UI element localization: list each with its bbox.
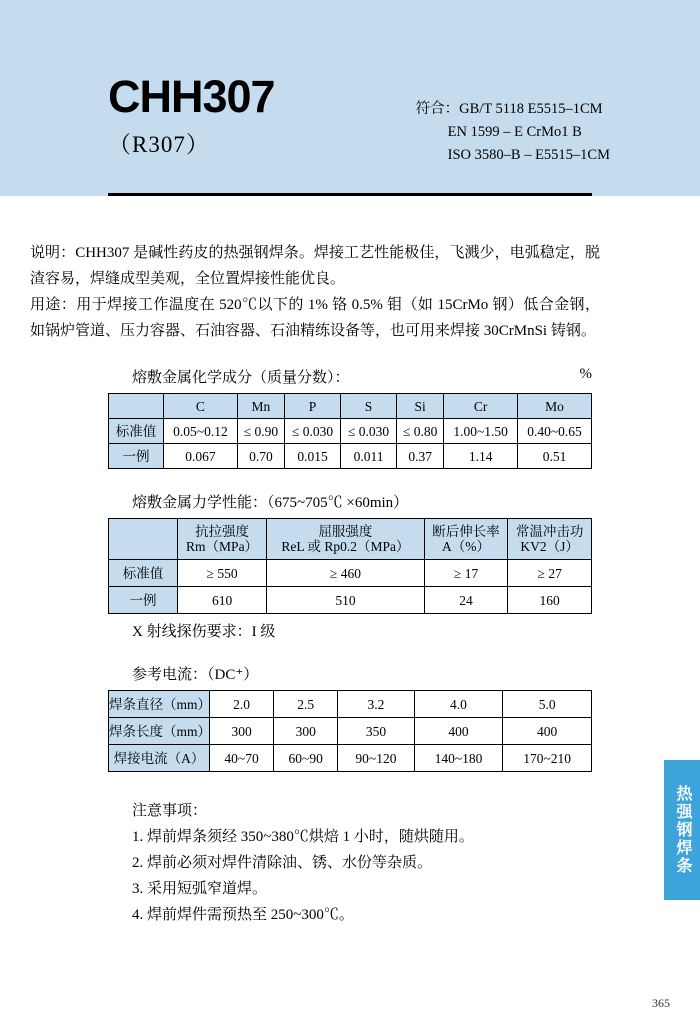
mech-col-1-line1: 抗拉强度 bbox=[195, 524, 250, 539]
chem-col-4: S bbox=[341, 394, 397, 419]
chemistry-table bbox=[108, 393, 592, 469]
usage-label: 用途： bbox=[30, 297, 77, 313]
chem-title-text: 熔敷金属化学成分（质量分数）： bbox=[132, 370, 350, 386]
usage-paragraph bbox=[0, 292, 700, 344]
mech-col-4 bbox=[508, 519, 592, 560]
standards-label: 符合： bbox=[415, 101, 460, 117]
chem-col-6: Cr bbox=[444, 394, 518, 419]
curr-row-2-cell-1: 60~90 bbox=[274, 745, 338, 772]
description-label: 说明： bbox=[30, 245, 76, 261]
current-title-text: 参考电流：（DC⁺） bbox=[132, 667, 259, 683]
table-row bbox=[109, 444, 592, 469]
mech-row-0-cell-3: ≥ 27 bbox=[508, 560, 592, 587]
mech-col-3 bbox=[424, 519, 508, 560]
page-number: 365 bbox=[652, 996, 670, 1010]
curr-row-2-cell-4: 170~210 bbox=[503, 745, 592, 772]
chem-col-7: Mo bbox=[518, 394, 592, 419]
curr-row-1-cell-2: 350 bbox=[338, 718, 414, 745]
chem-row-1-cell-4: 0.37 bbox=[397, 444, 444, 469]
table-header-row bbox=[109, 394, 592, 419]
mechanical-table bbox=[108, 518, 592, 614]
curr-row-1-cell-4: 400 bbox=[503, 718, 592, 745]
standard-value-2: EN 1599 – E CrMo1 B bbox=[447, 124, 582, 140]
mech-col-4-line2: KV2（J） bbox=[520, 539, 579, 554]
page-title: CHH307 bbox=[108, 71, 275, 122]
list-item: 4. 焊前焊件需预热至 250~300℃。 bbox=[132, 907, 354, 923]
notes-block bbox=[0, 798, 700, 928]
notes-title: 注意事项： bbox=[132, 803, 208, 819]
mech-col-2-line1: 屈服强度 bbox=[318, 524, 373, 539]
list-item: 1. 焊前焊条须经 350~380℃烘焙 1 小时，随烘随用。 bbox=[132, 829, 474, 845]
notes-list bbox=[132, 824, 700, 928]
curr-row-1-cell-1: 300 bbox=[274, 718, 338, 745]
mech-row-0-cell-2: ≥ 17 bbox=[424, 560, 508, 587]
mech-row-0-cell-1: ≥ 460 bbox=[267, 560, 425, 587]
mech-row-0-head: 标准值 bbox=[109, 560, 178, 587]
chem-row-1-cell-3: 0.011 bbox=[341, 444, 397, 469]
mech-section-title bbox=[0, 491, 700, 512]
chem-row-1-cell-5: 1.14 bbox=[444, 444, 518, 469]
chem-row-0-cell-2: ≤ 0.030 bbox=[284, 419, 340, 444]
table-row bbox=[109, 691, 592, 718]
chem-row-1-head: 一例 bbox=[109, 444, 164, 469]
mech-col-2 bbox=[267, 519, 425, 560]
curr-row-1-cell-0: 300 bbox=[210, 718, 274, 745]
chem-row-0-cell-3: ≤ 0.030 bbox=[341, 419, 397, 444]
curr-row-0-cell-3: 4.0 bbox=[414, 691, 503, 718]
table-row bbox=[109, 587, 592, 614]
chem-row-0-cell-4: ≤ 0.80 bbox=[397, 419, 444, 444]
section-side-tab: 热强钢焊条 bbox=[664, 760, 700, 900]
chem-section-title bbox=[0, 366, 700, 387]
mech-col-1 bbox=[178, 519, 267, 560]
mech-row-1-cell-0: 610 bbox=[178, 587, 267, 614]
mech-row-1-cell-3: 160 bbox=[508, 587, 592, 614]
mech-col-3-line1: 断后伸长率 bbox=[432, 524, 500, 539]
current-section-title bbox=[0, 663, 700, 684]
table-row bbox=[109, 560, 592, 587]
mech-col-4-line1: 常温冲击功 bbox=[515, 524, 584, 539]
chem-row-0-cell-5: 1.00~1.50 bbox=[444, 419, 518, 444]
curr-row-1-head: 焊条长度（mm） bbox=[109, 718, 210, 745]
chem-unit: % bbox=[579, 366, 592, 382]
standard-line-3 bbox=[416, 144, 610, 167]
curr-row-2-cell-0: 40~70 bbox=[210, 745, 274, 772]
table-row bbox=[109, 745, 592, 772]
chem-row-0-cell-1: ≤ 0.90 bbox=[237, 419, 284, 444]
mech-col-1-line2: Rm（MPa） bbox=[186, 539, 259, 554]
chem-col-1: C bbox=[164, 394, 238, 419]
mech-row-1-cell-1: 510 bbox=[267, 587, 425, 614]
mech-row-1-head: 一例 bbox=[109, 587, 178, 614]
chem-row-1-cell-0: 0.067 bbox=[164, 444, 238, 469]
chem-col-2: Mn bbox=[237, 394, 284, 419]
standard-line-1 bbox=[416, 98, 610, 121]
curr-row-1-cell-3: 400 bbox=[414, 718, 503, 745]
curr-row-0-cell-2: 3.2 bbox=[338, 691, 414, 718]
table-header-row bbox=[109, 519, 592, 560]
mech-row-1-cell-2: 24 bbox=[424, 587, 508, 614]
chem-row-1-cell-6: 0.51 bbox=[518, 444, 592, 469]
document-content bbox=[0, 196, 700, 928]
standard-value-1: GB/T 5118 E5515–1CM bbox=[459, 101, 603, 117]
curr-row-0-cell-4: 5.0 bbox=[503, 691, 592, 718]
mech-row-0-cell-0: ≥ 550 bbox=[178, 560, 267, 587]
standard-line-2 bbox=[416, 121, 610, 144]
current-table bbox=[108, 690, 592, 772]
xray-requirement: X 射线探伤要求：I 级 bbox=[132, 624, 276, 640]
chem-col-5: Si bbox=[397, 394, 444, 419]
curr-row-2-head: 焊接电流（A） bbox=[109, 745, 210, 772]
table-row bbox=[109, 419, 592, 444]
standard-value-3: ISO 3580–B – E5515–1CM bbox=[447, 147, 610, 163]
chem-col-3: P bbox=[284, 394, 340, 419]
mech-col-2-line2: ReL 或 Rp0.2（MPa） bbox=[281, 539, 410, 554]
curr-row-0-head: 焊条直径（mm） bbox=[109, 691, 210, 718]
chem-row-1-cell-2: 0.015 bbox=[284, 444, 340, 469]
curr-row-0-cell-1: 2.5 bbox=[274, 691, 338, 718]
description-text: CHH307 是碱性药皮的热强钢焊条。焊接工艺性能极佳，飞溅少，电弧稳定，脱渣容易，焊缝成型美观，全位置焊接性能优良。 bbox=[30, 245, 600, 287]
curr-row-0-cell-0: 2.0 bbox=[210, 691, 274, 718]
list-item: 2. 焊前必须对焊件清除油、锈、水份等杂质。 bbox=[132, 855, 433, 871]
table-row bbox=[109, 718, 592, 745]
chem-row-1-cell-1: 0.70 bbox=[237, 444, 284, 469]
mech-title-text: 熔敷金属力学性能：（675~705℃ ×60min） bbox=[132, 495, 409, 511]
curr-row-2-cell-2: 90~120 bbox=[338, 745, 414, 772]
page-subtitle: （R307） bbox=[108, 132, 210, 157]
chem-col-0 bbox=[109, 394, 164, 419]
title-block bbox=[108, 72, 275, 162]
chem-row-0-head: 标准值 bbox=[109, 419, 164, 444]
mech-col-3-line2: A（%） bbox=[442, 539, 491, 554]
description-paragraph bbox=[0, 240, 700, 292]
curr-row-2-cell-3: 140~180 bbox=[414, 745, 503, 772]
chem-row-0-cell-6: 0.40~0.65 bbox=[518, 419, 592, 444]
standards-block bbox=[416, 98, 610, 167]
usage-text: 用于焊接工作温度在 520℃以下的 1% 铬 0.5% 钼（如 15CrMo 钢）低合金钢，如锅炉管道、压力容器、石油容器、石油精练设备等，也可用来焊接 30CrMnSi 铸钢。 bbox=[30, 297, 600, 339]
mech-col-0 bbox=[109, 519, 178, 560]
list-item: 3. 采用短弧窄道焊。 bbox=[132, 881, 268, 897]
chem-row-0-cell-0: 0.05~0.12 bbox=[164, 419, 238, 444]
